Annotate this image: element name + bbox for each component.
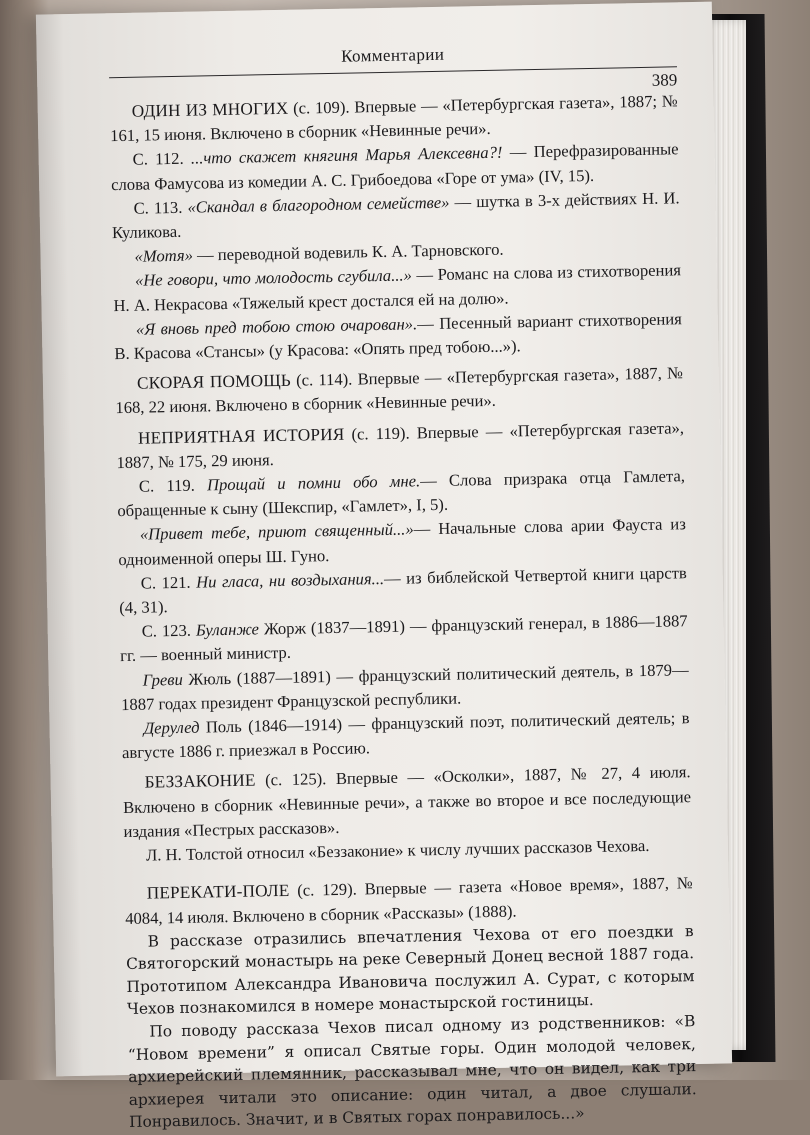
note-p119: С. 119. Прощай и помни обо мне.— Слова призрака отца Гамлета, обращенные к сыну (Шекспир, «Гамлет», I, 5).: [117, 466, 686, 521]
note-motya: «Мотя» — переводной водевиль К. А. Тарновского.: [134, 239, 504, 266]
note-svyatogorsk: В рассказе отразились впечатления Чехова от его поездки в Святогорский монастырь на реке Северный Донец весной 1887 года. Прототипом Александра Ивановича послужил А. Сурат, с которым Чехов познакомился в номере монастырской гостиницы.: [125, 921, 695, 1019]
note-p121: С. 121. Ни гласа, ни воздыхания...— из библейской Четвертой книги царств (4, 31).: [119, 563, 687, 618]
note-letter-quote: По поводу рассказа Чехов писал одному из родственников: «В “Новом времени” я описал Святые горы. Один молодой человек, архиерейский племянник, рассказывал мне, что он видел, как три архиерея читали это описание: один читал, а двое слушали. Понравилось. Значит, и в Святых горах понравилось...»: [127, 1012, 697, 1132]
entry-perekati-pole: ПЕРЕКАТИ-ПОЛЕ (с. 129). Впервые — газета «Новое время», 1887, № 4084, 14 июля. Включено в сборник «Рассказы» (1888).: [125, 873, 693, 928]
story-title: СКОРАЯ ПОМОЩЬ: [136, 370, 292, 393]
note-p112: С. 112. ...что скажет княгиня Марья Алексевна?! — Перефразированные слова Фамусова из комедии А. С. Грибоедова «Горе от ума» (IV, 15).: [110, 139, 679, 194]
note-p123-boulanger: С. 123. Буланже Жорж (1837—1891) — французский генерал, в 1886—1887 гг. — военный министр.: [120, 611, 688, 666]
story-title: БЕЗЗАКОНИЕ: [144, 770, 256, 793]
page-text-block: [109, 36, 698, 1134]
entry-skoraya-pomosch: СКОРАЯ ПОМОЩЬ (с. 114). Впервые — «Петербургская газета», 1887, № 168, 22 июня. Включено в сборник «Невинные речи».: [115, 363, 684, 418]
note-ya-vnov: «Я вновь пред тобою стою очарован».— Песенный вариант стихотворения В. Красова «Стансы» (у Красова: «Опять пред тобою...»).: [114, 309, 683, 364]
story-title: НЕПРИЯТНАЯ ИСТОРИЯ: [137, 424, 345, 448]
running-head: [109, 36, 678, 90]
note-privet-tebe: «Привет тебе, приют священный...»— Начальные слова арии Фауста из одноименной оперы Ш. Гуно.: [118, 514, 686, 569]
page-number: 389: [651, 70, 678, 90]
entry-odin-iz-mnogih: ОДИН ИЗ МНОГИХ (с. 109). Впервые — «Петербургская газета», 1887; № 161, 15 июня. Включено в сборник «Невинные речи».: [110, 91, 678, 146]
running-head-title: Комментарии: [340, 44, 445, 66]
note-grevy: Греви Жюль (1887—1891) — французский политический деятель, в 1879—1887 годах президент Французской республики.: [120, 659, 689, 714]
note-tolstoy: Л. Н. Толстой относил «Беззаконие» к числу лучших рассказов Чехова.: [145, 836, 650, 865]
story-title: ПЕРЕКАТИ-ПОЛЕ: [146, 881, 290, 903]
entry-bezzakonie: БЕЗЗАКОНИЕ (с. 125). Впервые — «Осколки», 1887, № 27, 4 июля. Включено в сборник «Невинные речи», а также во второе и все последующие издания «Пестрых рассказов».: [122, 762, 692, 841]
note-deroulede: Дерулед Поль (1846—1914) — французский поэт, политический деятель; в августе 1886 г. приезжал в Россию.: [121, 708, 690, 763]
note-ne-govori: «Не говори, что молодость сгубила...» — Романс на слова из стихотворения Н. А. Некрасова «Тяжелый крест достался ей на долю».: [113, 260, 682, 315]
story-title: ОДИН ИЗ МНОГИХ: [131, 98, 289, 121]
book-page: [36, 2, 732, 1132]
entry-nepriyatnaya-istoriya: НЕПРИЯТНАЯ ИСТОРИЯ (с. 119). Впервые — «Петербургская газета», 1887, № 175, 29 июня.: [116, 417, 685, 472]
note-p113: С. 113. «Скандал в благородном семействе» — шутка в 3-х действиях Н. И. Куликова.: [111, 188, 680, 243]
